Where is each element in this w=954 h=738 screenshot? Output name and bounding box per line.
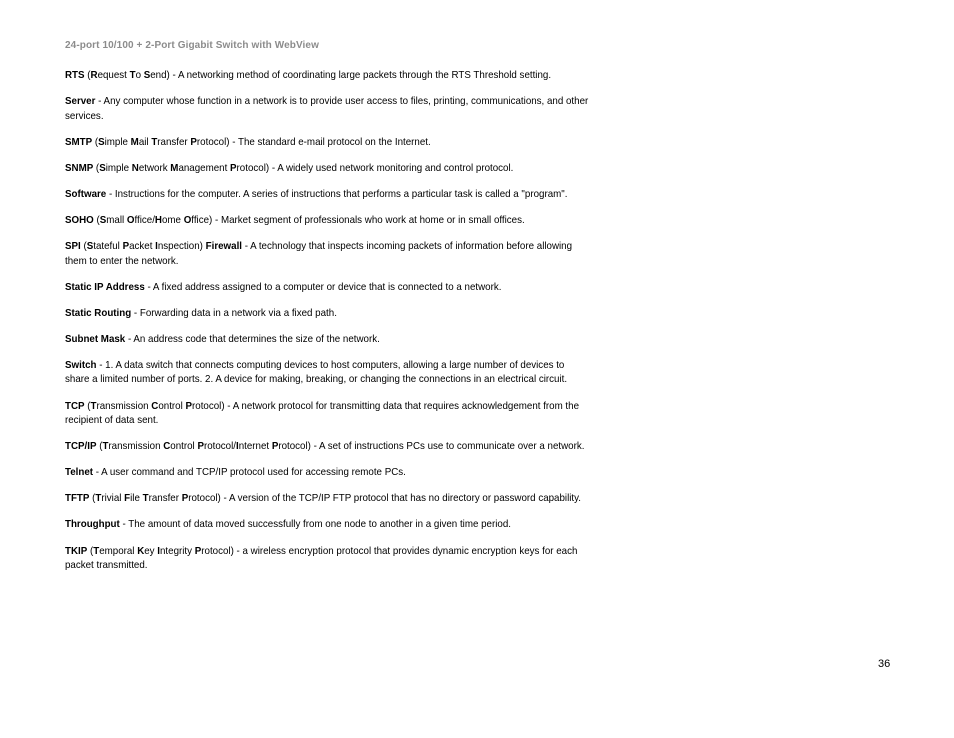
glossary-term-text: I bbox=[155, 240, 158, 253]
glossary-definition-text: ontrol bbox=[170, 440, 198, 453]
glossary-term-text: N bbox=[131, 161, 139, 174]
glossary-definition-text: ( bbox=[84, 69, 91, 81]
glossary-entry-tftp bbox=[65, 491, 590, 506]
glossary-term-text: S bbox=[143, 69, 151, 81]
glossary-definition-text: - The amount of data moved successfully from one node to another in a given time period. bbox=[119, 518, 511, 531]
glossary-term-text: TKIP bbox=[65, 544, 88, 557]
glossary-definition-text: imple bbox=[105, 161, 132, 174]
glossary-definition-text: equest bbox=[97, 69, 130, 81]
glossary-term-text: Static IP Address bbox=[65, 280, 145, 293]
glossary-definition-text: acket bbox=[129, 240, 156, 253]
glossary-term-text: T bbox=[90, 399, 97, 412]
glossary-term-text: O bbox=[183, 213, 192, 226]
glossary-term-text: T bbox=[102, 440, 109, 453]
glossary-term-text: P bbox=[271, 440, 279, 453]
glossary-definition-text: ( bbox=[89, 492, 96, 505]
glossary-term-text: S bbox=[86, 240, 94, 253]
glossary-definition-text: tateful bbox=[93, 240, 123, 253]
glossary-term-text: R bbox=[90, 69, 98, 81]
glossary-definition-text: ( bbox=[84, 399, 91, 412]
glossary-definition-text: rotocol) - A version of the TCP/IP FTP protocol that has no directory or password capability. bbox=[188, 492, 582, 505]
glossary-term-text: SPI bbox=[65, 240, 81, 253]
glossary-definition-text: ome bbox=[161, 213, 184, 226]
glossary-term-text: P bbox=[194, 544, 202, 557]
glossary-term-text: Subnet Mask bbox=[65, 332, 126, 345]
glossary-entry-smtp bbox=[65, 135, 590, 150]
glossary-term-text: T bbox=[142, 492, 149, 505]
glossary-term-text: C bbox=[151, 399, 159, 412]
glossary-definition-text: - A technology that inspects incoming packets of information before allowing them to enter the network. bbox=[65, 240, 573, 267]
glossary-term-text: S bbox=[99, 161, 106, 174]
glossary-entry-soho bbox=[65, 213, 590, 228]
glossary-entry-rts bbox=[65, 68, 590, 83]
glossary-entry-tcp bbox=[65, 399, 590, 428]
glossary-term-text: Switch bbox=[65, 358, 97, 371]
glossary-definition-text: end) - A networking method of coordinating large packets through the RTS Threshold setting. bbox=[150, 69, 552, 81]
glossary-definition-text: nternet bbox=[238, 440, 272, 453]
glossary-term-text: T bbox=[129, 69, 136, 81]
glossary-definition-text: - 1. A data switch that connects computing devices to host computers, allowing a large number of devices to share a limited number of ports. 2. A device for making, breaking, or changing the connections in an electrical circuit. bbox=[65, 358, 568, 386]
glossary-definition-text: ( bbox=[80, 240, 87, 253]
glossary-definition-text: mall bbox=[106, 213, 127, 226]
glossary-definition-text: ntegrity bbox=[160, 544, 195, 557]
glossary-definition-text: rotocol) - A network protocol for transmitting data that requires acknowledgement from the recipient of data sent. bbox=[65, 399, 580, 427]
glossary-entry-server bbox=[65, 94, 590, 123]
glossary-term-text: M bbox=[170, 161, 179, 174]
glossary-entry-tcp-ip bbox=[65, 439, 590, 454]
glossary-definition-text: ffice) - Market segment of professionals who work at home or in small offices. bbox=[191, 213, 525, 226]
glossary-definition-text: rivial bbox=[101, 492, 125, 505]
glossary-term-text: TCP/IP bbox=[65, 440, 97, 453]
glossary-definition-text: o bbox=[135, 69, 144, 81]
glossary-definition-text: anagement bbox=[178, 161, 231, 174]
glossary-definition-text: ransmission bbox=[108, 440, 164, 453]
glossary-term-text: Software bbox=[65, 187, 107, 200]
glossary-term-text: P bbox=[122, 240, 130, 253]
glossary-term-text: P bbox=[197, 440, 204, 453]
glossary-definition-text: etwork bbox=[138, 161, 171, 174]
glossary-entry-tkip bbox=[65, 544, 590, 573]
glossary-term-text: M bbox=[130, 135, 139, 148]
glossary-definition-text: ( bbox=[93, 161, 100, 174]
glossary-entry-snmp bbox=[65, 161, 590, 176]
glossary-definition-text: ( bbox=[93, 213, 100, 226]
glossary-definition-text: ( bbox=[87, 544, 94, 557]
glossary-entries bbox=[65, 68, 590, 584]
glossary-term-text: O bbox=[126, 213, 135, 226]
glossary-term-text: Server bbox=[65, 95, 96, 108]
glossary-term-text: H bbox=[154, 213, 162, 226]
glossary-definition-text: ( bbox=[96, 440, 103, 453]
glossary-definition-text: rotocol) - A set of instructions PCs use to communicate over a network. bbox=[278, 440, 585, 453]
glossary-definition-text: nspection) bbox=[157, 240, 206, 253]
glossary-term-text: S bbox=[98, 135, 105, 148]
glossary-term-text: Throughput bbox=[65, 518, 120, 531]
glossary-entry-spi bbox=[65, 239, 590, 268]
glossary-term-text: Static Routing bbox=[65, 306, 132, 319]
glossary-entry-software bbox=[65, 187, 590, 202]
glossary-entry-static-ip-address bbox=[65, 280, 590, 295]
glossary-term-text: T bbox=[95, 492, 102, 505]
glossary-entry-static-routing bbox=[65, 306, 590, 321]
running-header: 24-port 10/100 + 2-Port Gigabit Switch with WebView bbox=[65, 40, 319, 51]
glossary-entry-switch bbox=[65, 358, 590, 387]
glossary-term-text: T bbox=[93, 544, 100, 557]
glossary-entry-throughput bbox=[65, 517, 590, 532]
glossary-definition-text: - A user command and TCP/IP protocol used for accessing remote PCs. bbox=[93, 466, 406, 479]
glossary-term-text: C bbox=[163, 440, 171, 453]
glossary-definition-text: rotocol/ bbox=[203, 440, 236, 453]
glossary-definition-text: imple bbox=[104, 135, 131, 148]
glossary-term-text: RTS bbox=[65, 69, 85, 81]
glossary-term-text: S bbox=[99, 213, 107, 226]
glossary-term-text: SOHO bbox=[65, 213, 94, 226]
glossary-definition-text: rotocol) - a wireless encryption protocol that provides dynamic encryption keys for each packet transmitted. bbox=[65, 544, 578, 571]
glossary-definition-text: ( bbox=[92, 135, 99, 148]
glossary-term-text: I bbox=[157, 544, 161, 557]
glossary-term-text: SNMP bbox=[65, 161, 94, 174]
glossary-definition-text: ontrol bbox=[158, 399, 186, 412]
glossary-definition-text: ail bbox=[138, 135, 152, 148]
glossary-entry-telnet bbox=[65, 465, 590, 480]
glossary-definition-text: rotocol) - A widely used network monitoring and control protocol. bbox=[236, 161, 514, 174]
glossary-term-text: Telnet bbox=[65, 466, 94, 479]
glossary-term-text: Firewall bbox=[205, 240, 243, 253]
glossary-term-text: P bbox=[185, 399, 193, 412]
glossary-term-text: P bbox=[181, 492, 189, 505]
glossary-term-text: K bbox=[137, 544, 145, 557]
glossary-definition-text: emporal bbox=[99, 544, 138, 557]
page-number: 36 bbox=[878, 658, 891, 670]
glossary-term-text: P bbox=[190, 135, 197, 148]
glossary-definition-text: ey bbox=[144, 544, 158, 557]
glossary-term-text: F bbox=[124, 492, 131, 505]
glossary-term-text: P bbox=[230, 161, 237, 174]
glossary-term-text: I bbox=[235, 440, 239, 453]
glossary-definition-text: - Instructions for the computer. A series of instructions that performs a particular task is called a "program". bbox=[106, 187, 568, 200]
glossary-definition-text: ransfer bbox=[148, 492, 182, 505]
glossary-term-text: SMTP bbox=[65, 135, 93, 148]
glossary-entry-subnet-mask bbox=[65, 332, 590, 347]
glossary-term-text: TFTP bbox=[65, 492, 90, 505]
glossary-term-text: TCP bbox=[65, 399, 85, 412]
glossary-definition-text: ransfer bbox=[157, 135, 191, 148]
glossary-term-text: T bbox=[151, 135, 158, 148]
glossary-definition-text: - Forwarding data in a network via a fixed path. bbox=[131, 306, 337, 319]
glossary-definition-text: - Any computer whose function in a network is to provide user access to files, printing, communications, and other services. bbox=[65, 95, 589, 122]
glossary-definition-text: rotocol) - The standard e-mail protocol on the Internet. bbox=[196, 135, 431, 148]
glossary-definition-text: ffice/ bbox=[134, 213, 155, 226]
glossary-definition-text: ile bbox=[130, 492, 143, 505]
glossary-definition-text: ransmission bbox=[96, 399, 152, 412]
glossary-definition-text: - A fixed address assigned to a computer or device that is connected to a network. bbox=[144, 280, 502, 293]
glossary-definition-text: - An address code that determines the size of the network. bbox=[125, 332, 380, 345]
